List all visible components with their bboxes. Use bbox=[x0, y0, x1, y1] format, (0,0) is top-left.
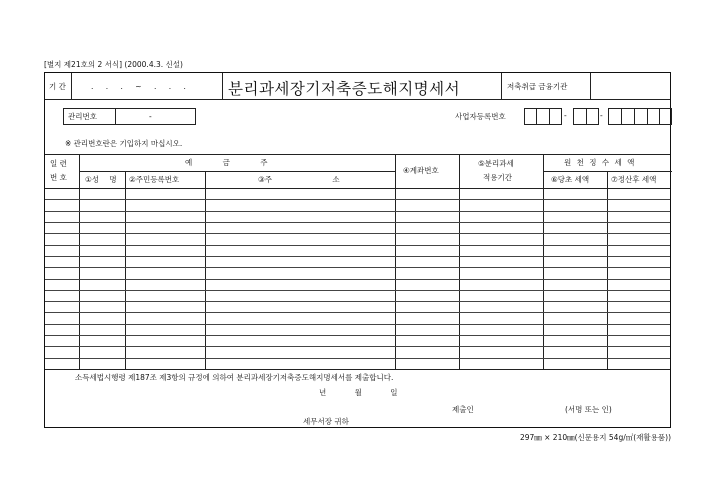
addressee-text: 세무서장 귀하 bbox=[303, 417, 349, 426]
note-text: ※ 관리번호란은 기입하지 마십시오. bbox=[65, 139, 183, 148]
col-settled-tax: ⑦정산후 세액 bbox=[611, 175, 657, 184]
table-row-line bbox=[45, 279, 670, 280]
table-row-line bbox=[45, 301, 670, 302]
hyphen-2: - bbox=[600, 111, 603, 120]
date-line[interactable]: 년 월 일 bbox=[319, 388, 398, 397]
table-row-line bbox=[45, 199, 670, 200]
period-value: . . . ~ . . . bbox=[91, 82, 191, 91]
table-row-line bbox=[45, 346, 670, 347]
col-initial-tax: ⑥당초 세액 bbox=[551, 175, 590, 184]
form-title: 분리과세장기저축증도해지명세서 bbox=[228, 80, 461, 98]
table-row-line bbox=[45, 324, 670, 325]
declaration-text: 소득세법시행령 제187조 제3항의 규정에 의하여 분리과세장기저축증도해지명세서를 제출합니다. bbox=[75, 373, 394, 382]
management-label: 관리번호 bbox=[68, 112, 97, 121]
table-row-line bbox=[45, 211, 670, 212]
col-rrn: ②주민등록번호 bbox=[129, 175, 180, 184]
institution-label: 저축취급 금융기관 bbox=[507, 82, 568, 91]
table-row-line bbox=[45, 245, 670, 246]
submitter-label: 제출인 bbox=[452, 405, 474, 414]
table-row-line bbox=[45, 233, 670, 234]
table-row-line bbox=[45, 335, 670, 336]
col-period-1: ⑤분리과세 bbox=[478, 159, 514, 168]
col-account: ④계좌번호 bbox=[403, 166, 439, 175]
table-row-line bbox=[45, 312, 670, 313]
paper-spec: 297㎜ × 210㎜(신문용지 54g/㎡(재활용품)) bbox=[519, 433, 671, 442]
table-row-line bbox=[45, 267, 670, 268]
col-address: ③주 소 bbox=[258, 175, 340, 184]
form-reference: [별지 제21호의 2 서식] (2000.4.3. 신설) bbox=[44, 60, 183, 69]
withholding-form bbox=[44, 72, 671, 428]
depositor-header: 예 금 주 bbox=[185, 158, 268, 167]
table-row-line bbox=[45, 222, 670, 223]
management-value[interactable]: - bbox=[149, 112, 152, 121]
hyphen-1: - bbox=[564, 111, 567, 120]
table-row-line bbox=[45, 358, 670, 359]
withholding-header: 원 천 징 수 세 액 bbox=[564, 158, 635, 167]
col-period-2: 적용기간 bbox=[483, 173, 512, 182]
period-label: 기 간 bbox=[49, 82, 66, 91]
business-reg-label: 사업자등록번호 bbox=[455, 112, 506, 121]
serial-header-2: 번 호 bbox=[50, 173, 67, 182]
col-name: ①성 명 bbox=[85, 175, 117, 184]
serial-header-1: 일 련 bbox=[50, 159, 67, 168]
table-row-line bbox=[45, 256, 670, 257]
table-row-line bbox=[45, 290, 670, 291]
signature-label[interactable]: (서명 또는 인) bbox=[565, 405, 612, 414]
